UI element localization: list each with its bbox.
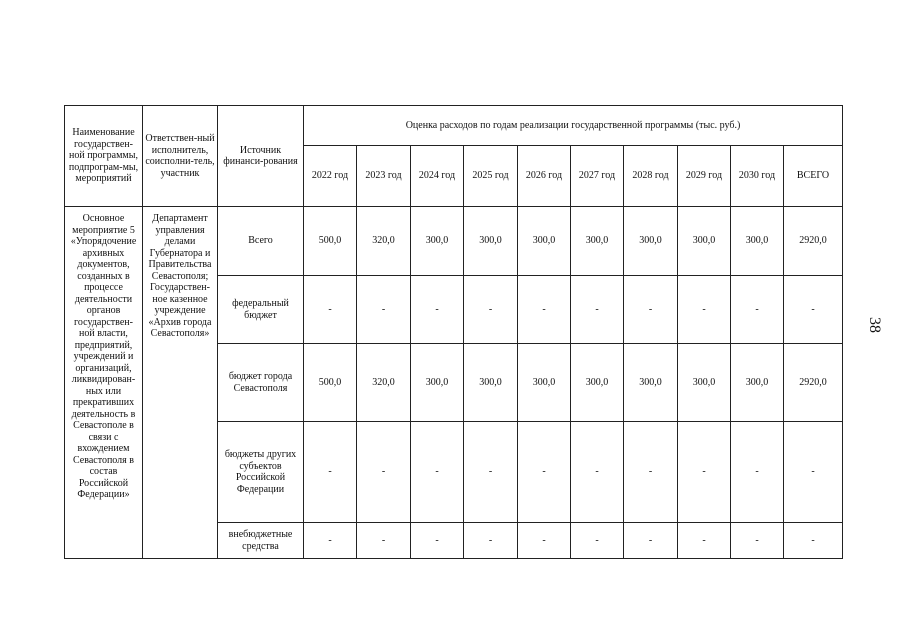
value-cell: - bbox=[304, 523, 357, 559]
value-cell: 320,0 bbox=[357, 344, 411, 422]
value-cell: - bbox=[357, 276, 411, 344]
value-cell: - bbox=[518, 422, 571, 523]
value-cell: 320,0 bbox=[357, 207, 411, 276]
value-cell: - bbox=[464, 422, 518, 523]
year-header: 2024 год bbox=[411, 146, 464, 207]
value-cell: 500,0 bbox=[304, 344, 357, 422]
page-number: 38 bbox=[866, 317, 883, 333]
header-program-name: Наименование государствен-ной программы, подпрограм-мы, мероприятий bbox=[65, 106, 143, 207]
value-cell: 300,0 bbox=[518, 344, 571, 422]
value-cell: - bbox=[518, 523, 571, 559]
value-cell: - bbox=[518, 276, 571, 344]
value-cell: - bbox=[464, 276, 518, 344]
value-cell: - bbox=[304, 276, 357, 344]
year-header: 2028 год bbox=[624, 146, 678, 207]
year-header: 2023 год bbox=[357, 146, 411, 207]
year-header: 2027 год bbox=[571, 146, 624, 207]
value-cell: - bbox=[411, 276, 464, 344]
value-cell: 300,0 bbox=[624, 207, 678, 276]
value-cell: 300,0 bbox=[678, 344, 731, 422]
value-cell: - bbox=[571, 276, 624, 344]
total-cell: 2920,0 bbox=[784, 344, 843, 422]
value-cell: - bbox=[624, 422, 678, 523]
header-expense-estimate: Оценка расходов по годам реализации государственной программы (тыс. руб.) bbox=[304, 106, 843, 146]
value-cell: - bbox=[357, 523, 411, 559]
event-name: Основное мероприятие 5 «Упорядочение архивных документов, созданных в процессе деятельности органов государствен-ной власти, предприятий, учреждений и организаций, ликвидирован-ных или прекративших деятельность в Севастополе в связи с вхождением Севастополя в состав Российской Федерации» bbox=[65, 207, 143, 559]
table-row bbox=[65, 207, 843, 276]
total-cell: - bbox=[784, 276, 843, 344]
value-cell: - bbox=[678, 276, 731, 344]
value-cell: - bbox=[357, 422, 411, 523]
value-cell: - bbox=[571, 422, 624, 523]
header-funding-source: Источник финанси-рования bbox=[218, 106, 304, 207]
value-cell: 500,0 bbox=[304, 207, 357, 276]
total-header: ВСЕГО bbox=[784, 146, 843, 207]
year-header: 2030 год bbox=[731, 146, 784, 207]
value-cell: - bbox=[678, 422, 731, 523]
value-cell: - bbox=[304, 422, 357, 523]
value-cell: - bbox=[624, 523, 678, 559]
year-header: 2029 год bbox=[678, 146, 731, 207]
year-header: 2026 год bbox=[518, 146, 571, 207]
value-cell: - bbox=[571, 523, 624, 559]
total-cell: - bbox=[784, 523, 843, 559]
value-cell: - bbox=[624, 276, 678, 344]
funding-source: бюджет города Севастополя bbox=[218, 344, 304, 422]
total-cell: - bbox=[784, 422, 843, 523]
funding-source: внебюджетные средства bbox=[218, 523, 304, 559]
value-cell: - bbox=[411, 523, 464, 559]
value-cell: 300,0 bbox=[411, 344, 464, 422]
value-cell: 300,0 bbox=[731, 344, 784, 422]
value-cell: 300,0 bbox=[678, 207, 731, 276]
year-header: 2025 год bbox=[464, 146, 518, 207]
value-cell: 300,0 bbox=[411, 207, 464, 276]
year-header: 2022 год bbox=[304, 146, 357, 207]
value-cell: - bbox=[731, 276, 784, 344]
funding-source: федеральный бюджет bbox=[218, 276, 304, 344]
value-cell: 300,0 bbox=[571, 207, 624, 276]
value-cell: 300,0 bbox=[624, 344, 678, 422]
value-cell: 300,0 bbox=[571, 344, 624, 422]
value-cell: 300,0 bbox=[731, 207, 784, 276]
value-cell: - bbox=[731, 523, 784, 559]
value-cell: 300,0 bbox=[464, 344, 518, 422]
budget-table bbox=[64, 105, 843, 559]
total-cell: 2920,0 bbox=[784, 207, 843, 276]
funding-source: бюджеты других субъектов Российской Федерации bbox=[218, 422, 304, 523]
value-cell: - bbox=[731, 422, 784, 523]
value-cell: 300,0 bbox=[518, 207, 571, 276]
value-cell: 300,0 bbox=[464, 207, 518, 276]
header-executor: Ответствен-ный исполнитель, соисполни-тель, участник bbox=[143, 106, 218, 207]
value-cell: - bbox=[678, 523, 731, 559]
event-executor: Департамент управления делами Губернатора и Правительства Севастополя; Государствен-ное казенное учреждение «Архив города Севастополя» bbox=[143, 207, 218, 559]
funding-source: Всего bbox=[218, 207, 304, 276]
value-cell: - bbox=[411, 422, 464, 523]
value-cell: - bbox=[464, 523, 518, 559]
